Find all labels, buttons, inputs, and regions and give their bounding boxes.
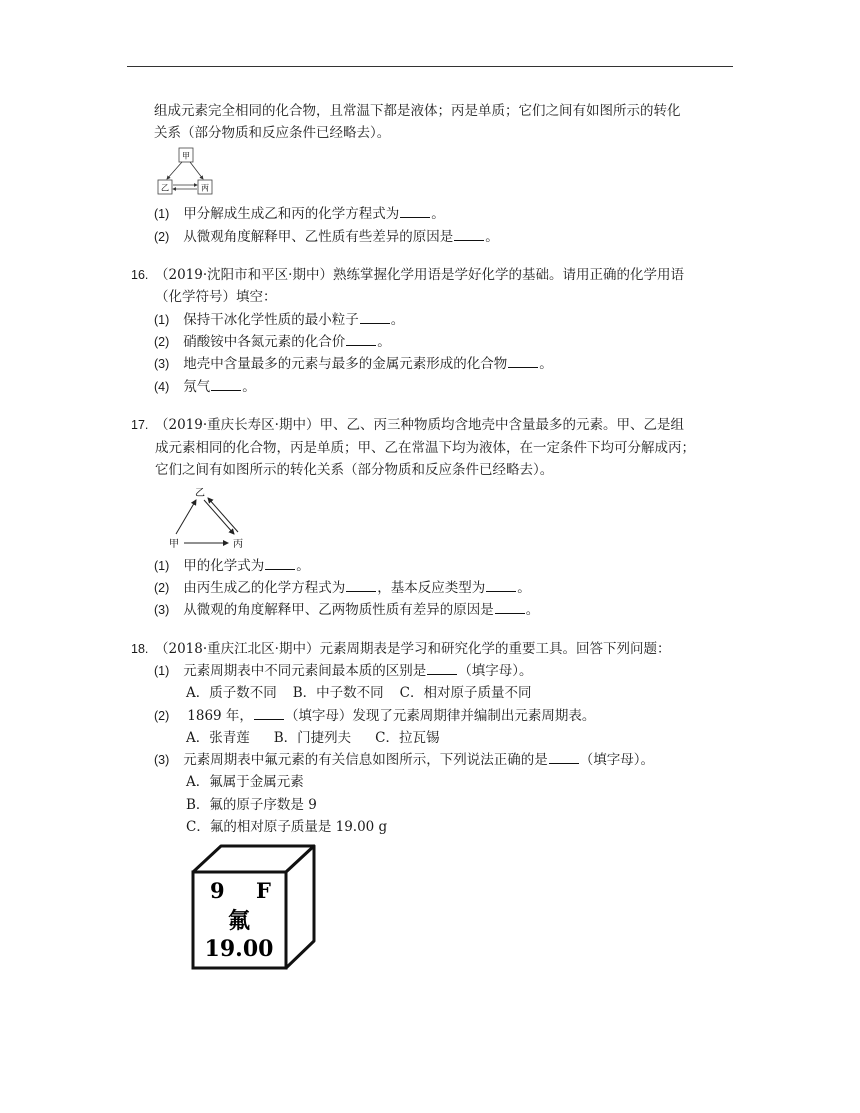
q15-part-1-text: 甲分解成生成乙和丙的化学方程式为	[183, 206, 400, 222]
answer-blank[interactable]	[400, 205, 430, 218]
answer-blank[interactable]	[549, 751, 579, 764]
option-a: A．质子数不同	[186, 685, 277, 701]
q16-part-4: (4) 氖气 。	[154, 379, 256, 395]
option-a: A．张青莲	[186, 730, 250, 746]
element-number: 9	[210, 878, 225, 903]
q18-part-2-options	[186, 729, 440, 747]
q17-line-3: 它们之间有如图所示的转化关系（部分物质和反应条件已经略去）。	[155, 462, 554, 478]
q16-part-1: (1) 保持干冰化学性质的最小粒子 。	[154, 312, 405, 328]
option-b: B．门捷列夫	[273, 730, 352, 746]
q18-part-1-options	[186, 684, 532, 702]
q16-number: 16.	[131, 268, 149, 282]
diagram1-top: 甲	[182, 151, 190, 161]
q18-part-3-option-b: B．氟的原子序数是 9	[186, 797, 317, 813]
q18-number: 18.	[131, 642, 149, 656]
element-name: 氟	[227, 909, 251, 934]
q18-part-3-option-c: C．氟的相对原子质量是 19.00 g	[186, 819, 388, 835]
diagram2-top: 乙	[195, 488, 205, 499]
header-rule	[127, 66, 733, 67]
q16-line-1: （2019·沈阳市和平区·期中）熟练掌握化学用语是学好化学的基础。请用正确的化学用语	[155, 267, 684, 283]
fluorine-element-cube	[188, 842, 320, 972]
q17-line-1: （2019·重庆长寿区·期中）甲、乙、丙三种物质均含地壳中含量最多的元素。甲、乙是组	[155, 417, 684, 433]
q17-number: 17.	[131, 418, 149, 432]
element-symbol: F	[256, 878, 271, 903]
q16-part-3: (3) 地壳中含量最多的元素与最多的金属元素形成的化合物 。	[154, 356, 553, 372]
q17-part-2: (2) 由丙生成乙的化学方程式为 ，基本反应类型为 。	[154, 580, 531, 596]
answer-blank[interactable]	[427, 662, 457, 675]
q18-part-3-option-a: A．氟属于金属元素	[186, 774, 304, 790]
diagram1-left: 乙	[161, 183, 169, 193]
q17-line-2: 成元素相同的化合物，丙是单质；甲、乙在常温下均为液体，在一定条件下均可分解成丙；	[155, 440, 695, 456]
answer-blank[interactable]	[346, 333, 376, 346]
answer-blank[interactable]	[211, 378, 241, 391]
answer-blank[interactable]	[508, 355, 538, 368]
q17-part-3: (3) 从微观的角度解释甲、乙两物质性质有差异的原因是 。	[154, 602, 540, 618]
q18-part-1: (1) 元素周期表中不同元素间最本质的区别是 （填字母）。	[154, 663, 533, 679]
answer-blank[interactable]	[254, 707, 284, 720]
answer-blank[interactable]	[486, 579, 516, 592]
answer-blank[interactable]	[495, 601, 525, 614]
q16-part-2: (2) 硝酸铵中各氮元素的化合价 。	[154, 334, 391, 350]
diagram2-left: 甲	[169, 539, 179, 550]
q15-part-1: (1) 甲分解成生成乙和丙的化学方程式为 。	[154, 206, 445, 222]
diagram2-right: 丙	[233, 539, 243, 550]
q15-part-1-num: (1)	[154, 207, 170, 221]
q18-line: （2018·重庆江北区·期中）元素周期表是学习和研究化学的重要工具。回答下列问题：	[155, 641, 671, 657]
q17-part-1: (1) 甲的化学式为 。	[154, 558, 310, 574]
intro-line-2: 关系（部分物质和反应条件已经略去）。	[154, 125, 391, 141]
intro-line-1: 组成元素完全相同的化合物，且常温下都是液体；丙是单质；它们之间有如图所示的转化	[154, 103, 681, 119]
option-b: B．中子数不同	[292, 685, 384, 701]
q15-part-2: (2) 从微观角度解释甲、乙性质有些差异的原因是 。	[154, 229, 499, 245]
answer-blank[interactable]	[346, 579, 376, 592]
answer-blank[interactable]	[360, 311, 390, 324]
element-mass: 19.00	[204, 936, 274, 962]
diagram1-right: 丙	[201, 183, 209, 193]
option-c: C．拉瓦锡	[375, 730, 440, 746]
answer-blank[interactable]	[454, 228, 484, 241]
q18-part-2: (2) 1869 年， （填字母）发现了元素周期律并编制出元素周期表。	[154, 708, 596, 724]
option-c: C．相对原子质量不同	[399, 685, 532, 701]
q18-part-3: (3) 元素周期表中氟元素的有关信息如图所示，下列说法正确的是 （填字母）。	[154, 752, 655, 768]
transformation-diagram-2	[164, 484, 248, 550]
q16-line-2: （化学符号）填空：	[155, 289, 277, 305]
transformation-diagram-1	[152, 146, 222, 198]
answer-blank[interactable]	[265, 557, 295, 570]
